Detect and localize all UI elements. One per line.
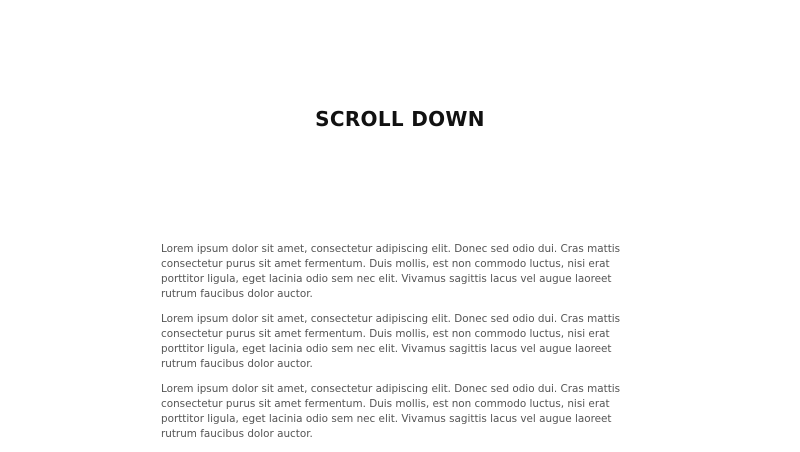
paragraph: Lorem ipsum dolor sit amet, consectetur adipiscing elit. Donec sed odio dui. Cras mattis consectetur purus sit amet fermentum. Duis mollis, est non commodo luctus, nisi erat porttitor ligula, eget lacinia odio sem nec elit. Vivamus sagittis lacus vel augue laoreet rutrum faucibus dolor auctor.: [161, 243, 621, 300]
paragraph: Lorem ipsum dolor sit amet, consectetur adipiscing elit. Donec sed odio dui. Cras mattis consectetur purus sit amet fermentum. Duis mollis, est non commodo luctus, nisi erat porttitor ligula, eget lacinia odio sem nec elit. Vivamus sagittis lacus vel augue laoreet rutrum faucibus dolor auctor.: [161, 313, 621, 370]
page-title: SCROLL DOWN: [315, 107, 485, 131]
content-body: [161, 242, 639, 452]
paragraph: Lorem ipsum dolor sit amet, consectetur adipiscing elit. Donec sed odio dui. Cras mattis consectetur purus sit amet fermentum. Duis mollis, est non commodo luctus, nisi erat porttitor ligula, eget lacinia odio sem nec elit. Vivamus sagittis lacus vel augue laoreet rutrum faucibus dolor auctor.: [161, 383, 621, 440]
